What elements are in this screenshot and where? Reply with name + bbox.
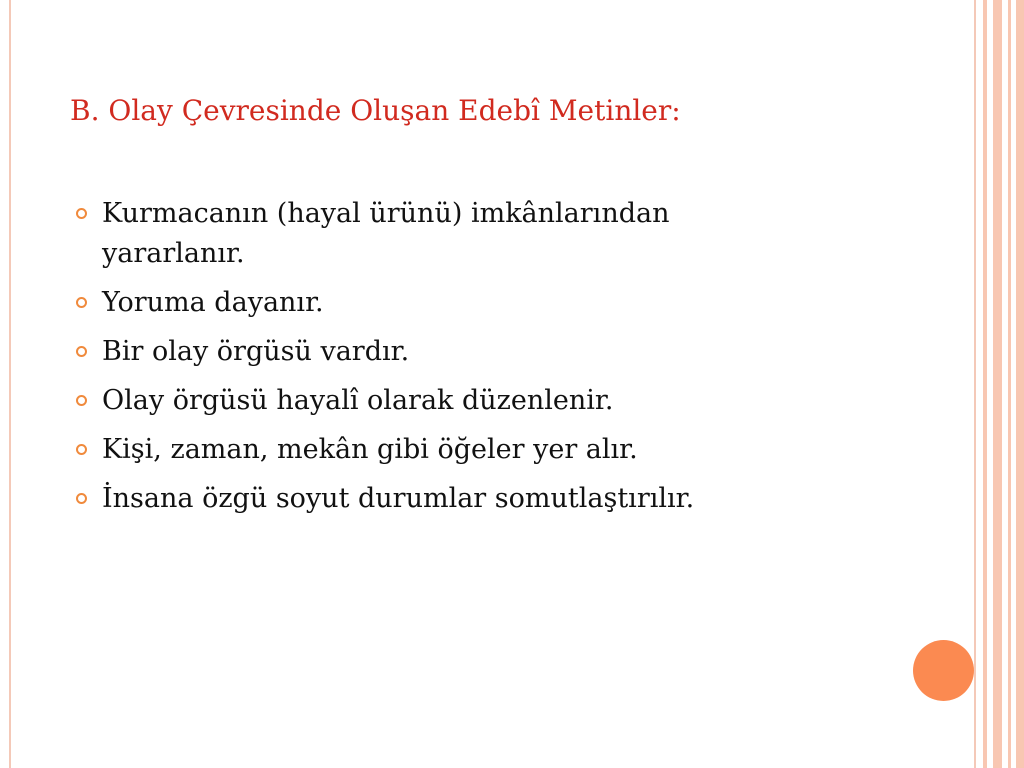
bullet-item: [0, 283, 820, 323]
bullet-text: Yoruma dayanır.: [102, 287, 324, 318]
decorative-stripe: [1008, 0, 1011, 768]
bullet-list: [0, 194, 820, 528]
bullet-item: [0, 381, 820, 421]
bullet-circle-icon: [76, 208, 87, 219]
bullet-text: Olay örgüsü hayalî olarak düzenlenir.: [102, 385, 614, 416]
bullet-item: [0, 194, 820, 274]
decorative-stripe: [993, 0, 1002, 768]
bullet-item: [0, 430, 820, 470]
bullet-circle-icon: [76, 297, 87, 308]
bullet-text: Kurmacanın (hayal ürünü) imkânlarından yararlanır.: [102, 198, 670, 269]
decorative-stripe: [983, 0, 987, 768]
bullet-circle-icon: [76, 493, 87, 504]
bullet-item: [0, 332, 820, 372]
bullet-circle-icon: [76, 444, 87, 455]
bullet-text: Kişi, zaman, mekân gibi öğeler yer alır.: [102, 434, 638, 465]
bullet-text: Bir olay örgüsü vardır.: [102, 336, 410, 367]
bullet-circle-icon: [76, 395, 87, 406]
bullet-item: [0, 479, 820, 519]
decorative-circle: [913, 640, 974, 701]
slide-title: B. Olay Çevresinde Oluşan Edebî Metinler:: [70, 94, 681, 127]
decorative-stripe: [1016, 0, 1024, 768]
bullet-text: İnsana özgü soyut durumlar somutlaştırılır.: [102, 483, 695, 514]
bullet-circle-icon: [76, 346, 87, 357]
